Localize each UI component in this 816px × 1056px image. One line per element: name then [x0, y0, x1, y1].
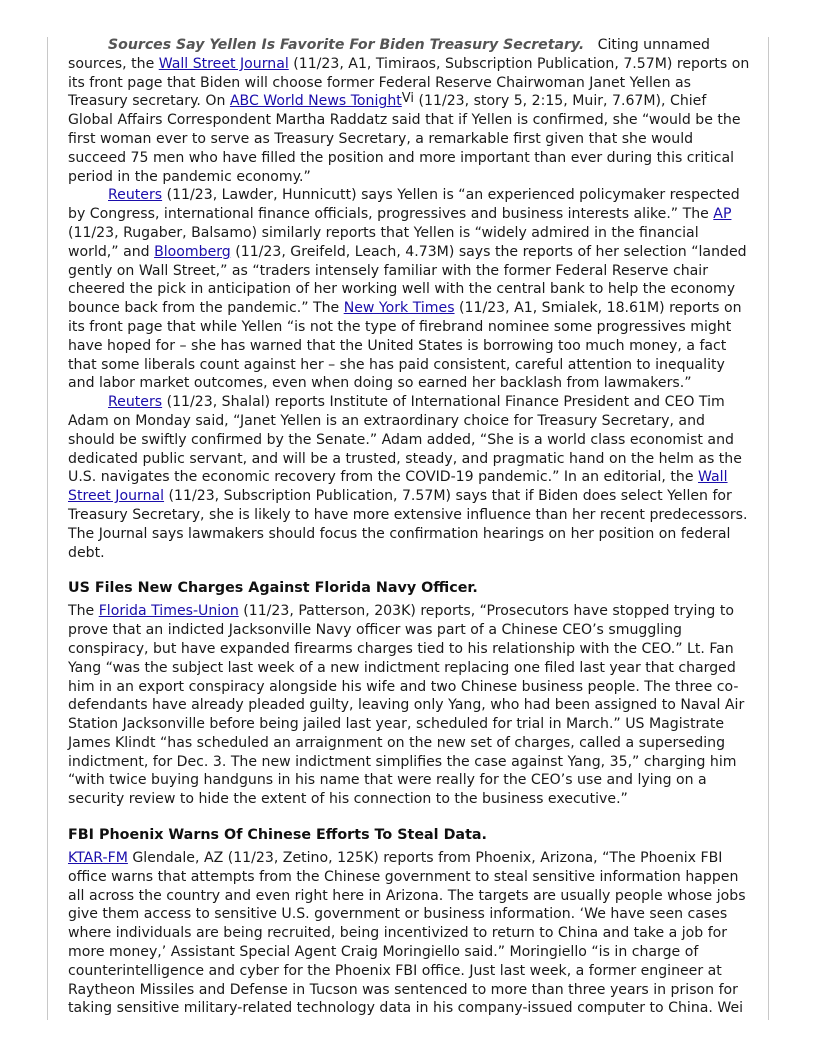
ktar-fm-link[interactable]: KTAR-FM [68, 850, 128, 867]
navy-officer-paragraph [68, 602, 750, 809]
text-run: (11/23, Subscription Publication, 7.57M) says that if Biden does select Yellen for Treasury Secretary, she is likely to have more extensive influence than her recent predecessors. The Journal says lawmakers should focus the confirmation hearings on her position on federal debt. [68, 488, 748, 561]
right-margin-rule [768, 37, 769, 1020]
yellen-paragraph-2 [68, 186, 750, 393]
navy-officer-headline: US Files New Charges Against Florida Navy Officer. [68, 580, 478, 597]
text-run: (11/23, Shalal) reports Institute of International Finance President and CEO Tim Adam on Monday said, “Janet Yellen is an extraordinary choice for Treasury Secretary, and should be swiftly confirmed by the Senate.” Adam added, “She is a world class economist and dedicated public servant, and will be a trusted, steady, and pragmatic hand on the helm as the U.S. navigates the economic recovery from the COVID-19 pandemic.” In an editorial, the [68, 394, 742, 486]
text-run: (11/23, A1, Smialek, 18.61M) reports on its front page that while Yellen “is not the type of firebrand nominee some progressives might have hoped for – she has warned that the United States is borrowing too much money, a fact that some liberals count against her – she has paid consistent, careful attention to inequality and labor market outcomes, even when doing so earned her backlash from lawmakers.” [68, 300, 742, 392]
fbi-phoenix-paragraph [68, 849, 750, 1018]
text-run: Glendale, AZ (11/23, Zetino, 125K) reports from Phoenix, Arizona, “The Phoenix FBI office warns that attempts from the Chinese government to steal sensitive information happen all across the country and even right here in Arizona. The targets are usually people whose jobs give them access to sensitive U.S. government or business information. ‘We have seen cases where individuals are being recruited, being incentivized to return to China and take a job for more money,’ Assistant Special Agent Craig Moringiello said.” Moringiello “is in charge of counterintelligence and cyber for the Phoenix FBI office. Just last week, a former engineer at Raytheon Missiles and Defense in Tucson was sentenced to more than three years in prison for taking sensitive military-related technology data in his company-issued computer to China. Wei [68, 850, 746, 1017]
wsj-editorial-link[interactable]: Wall Street Journal [68, 469, 728, 505]
text-run: (11/23, story 5, 2:15, Muir, 7.67M), Chief Global Affairs Correspondent Martha Raddatz said that if Yellen is confirmed, she “would be the first woman ever to serve as Treasury Secretary, a remarkable first given that she would succeed 75 men who have filled the position and more important than ever during this critical period in the pandemic economy.” [68, 93, 741, 185]
reuters-link-2[interactable]: Reuters [108, 394, 163, 411]
text-run: (11/23, Lawder, Hunnicutt) says Yellen is “an experienced policymaker respected by Congress, international finance officials, progressives and business interests alike.” The [68, 187, 740, 223]
reuters-link[interactable]: Reuters [108, 187, 163, 204]
text-run: Citing unnamed sources, the [68, 37, 710, 72]
fbi-phoenix-headline: FBI Phoenix Warns Of Chinese Efforts To Steal Data. [68, 827, 487, 844]
yellen-paragraph-3 [68, 393, 750, 562]
florida-times-union-link[interactable]: Florida Times-Union [98, 603, 239, 620]
yellen-paragraph-1 [68, 36, 750, 186]
ap-link[interactable]: AP [713, 206, 732, 223]
abc-world-news-link[interactable]: ABC World News Tonight [229, 93, 402, 110]
video-indicator: Vi [401, 91, 415, 107]
nyt-link[interactable]: New York Times [343, 300, 455, 317]
text-run: (11/23, Greifeld, Leach, 4.73M) says the reports of her selection “landed gently on Wall Street,” as “traders intensely familiar with the former Federal Reserve chair cheered the pick in anticipation of her working well with the central bank to help the economy bounce back from the pandemic.” The [68, 243, 747, 317]
text-run: (11/23, Rugaber, Balsamo) similarly reports that Yellen is “widely admired in the financial world,” and [68, 224, 699, 260]
yellen-headline: Sources Say Yellen Is Favorite For Biden Treasury Secretary. [108, 37, 585, 53]
bloomberg-link[interactable]: Bloomberg [154, 243, 231, 260]
text-run: The [68, 603, 99, 620]
wsj-link[interactable]: Wall Street Journal [158, 55, 289, 72]
document-body [68, 36, 750, 1018]
left-margin-rule [47, 37, 48, 1020]
text-run: (11/23, A1, Timiraos, Subscription Publication, 7.57M) reports on its front page that Biden will choose former Federal Reserve Chairwoman Janet Yellen as Treasury secretary. On [68, 55, 750, 110]
text-run: (11/23, Patterson, 203K) reports, “Prosecutors have stopped trying to prove that an indicted Jacksonville Navy officer was part of a Chinese CEO’s smuggling conspiracy, but have expanded firearms charges tied to his relationship with the CEO.” Lt. Fan Yang “was the subject last week of a new indictment replacing one filed last year that charged him in an export conspiracy alongside his wife and two Chinese business people. The three co-defendants have already pleaded guilty, leaving only Yang, who had been assigned to Naval Air Station Jacksonville before being jailed last year, scheduled for trial in March.” US Magistrate James Klindt “has scheduled an arraignment on the new set of charges, called a superseding indictment, for Dec. 3. The new indictment simplifies the case against Yang, 35,” charging him “with twice buying handguns in his name that were really for the CEO’s use and lying on a security review to hide the extent of his connection to the business executive.” [68, 603, 745, 808]
